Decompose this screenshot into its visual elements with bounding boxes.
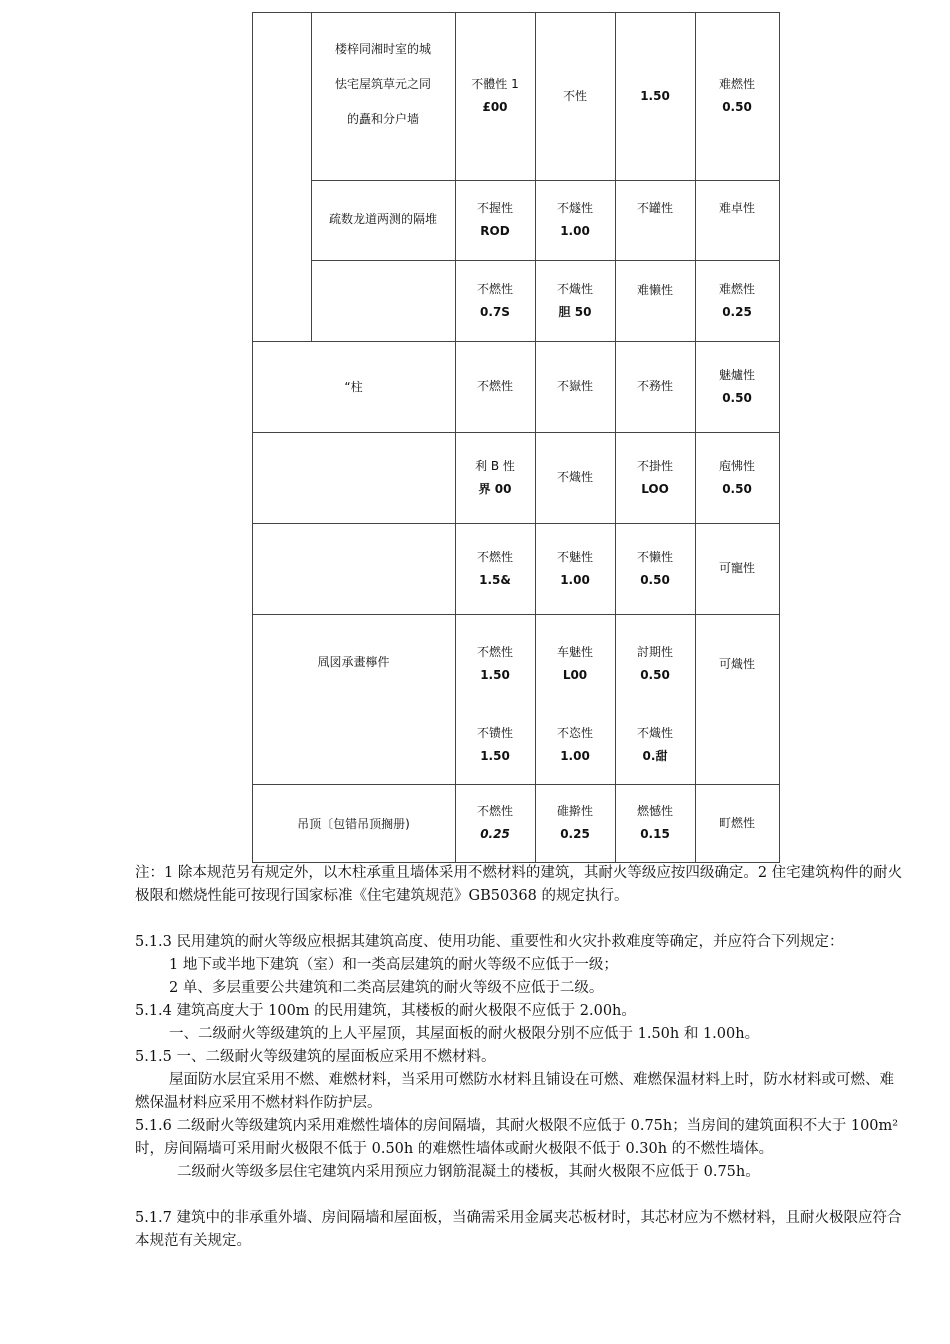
table-cell: 难燃性 0.25 xyxy=(718,281,755,319)
table-cell: 不燃性 1.50 xyxy=(476,645,513,682)
table-cell: 利 B 性 界 00 xyxy=(475,458,515,496)
clause-item: 二级耐火等级多层住宅建筑内采用预应力钢筋混凝土的楼板，其耐火极限不应低于 0.75h。 xyxy=(177,1164,760,1180)
body-text xyxy=(135,862,905,1253)
table-cell: 不熾性 0.甜 xyxy=(636,726,673,763)
table-cell: 不燃性 0.7S xyxy=(476,281,513,319)
table-cell: 魅爐性 0.50 xyxy=(718,367,755,405)
table-cell: 不燃性 0.25 xyxy=(476,804,513,841)
table-cell: 可寵性 xyxy=(718,561,755,575)
table-cell: 不性 xyxy=(562,88,587,103)
table-cell: 不嶽性 xyxy=(556,379,593,393)
note-paragraph: 注：1 除本规范另有规定外，以木柱承重且墙体采用不燃材料的建筑，其耐火等级应按四级确定。2 住宅建筑构件的耐火极限和燃烧性能可按现行国家标准《住宅建筑规范》GB50368 的规定执行。 xyxy=(135,865,903,904)
table-cell: 不燃性 1.5& xyxy=(476,549,513,587)
clause-5-1-4: 5.1.4 建筑高度大于 100m 的民用建筑，其楼板的耐火极限不应低于 2.00h。 xyxy=(135,1003,636,1019)
table-cell: 不體性 1 £00 xyxy=(471,77,519,114)
row-label: 疏数龙道两测的隔堆 xyxy=(328,212,437,226)
row-label: 楼梓同湘时室的城 怯宅屋筑草元之同 的矗和分户墙 xyxy=(334,42,431,126)
row-label: 吊顶〔包错吊顶搁册) xyxy=(297,817,410,831)
clause-5-1-6: 5.1.6 二级耐火等级建筑内采用难燃性墙体的房间隔墙，其耐火极限不应低于 0.75h；当房间的建筑面积不大于 100m²时，房间隔墙可采用耐火极限不低于 0.50h 的难燃性墙体或耐火极限不低于 0.30h 的不燃性墙体。 xyxy=(135,1118,899,1157)
table-cell: 不握性 ROD xyxy=(476,201,513,238)
table-cell: 燃憾性 0.15 xyxy=(636,804,673,841)
table-cell: 难卓性 xyxy=(718,200,755,215)
clause-5-1-5: 5.1.5 一、二级耐火等级建筑的屋面板应采用不燃材料。 xyxy=(135,1049,496,1065)
clause-item: 2 单、多层重要公共建筑和二类高层建筑的耐火等级不应低于二级。 xyxy=(169,980,604,996)
table-cell: 难懒性 xyxy=(636,282,673,297)
clause-item: 屋面防水层宜采用不燃、难燃材料，当采用可燃防水材料且铺设在可燃、难燃保温材料上时，防水材料或可燃、难燃保温材料应采用不燃材料作防护层。 xyxy=(135,1072,894,1111)
table-cell: 庖怫性 0.50 xyxy=(718,458,755,496)
table-cell: 难燃性 0.50 xyxy=(718,77,755,114)
table-cell: 不镄性 1.50 xyxy=(476,726,513,763)
table-cell: 不恣性 1.00 xyxy=(556,726,593,763)
table-cell: 不務性 xyxy=(636,379,673,393)
table-cell: 车魅性 L00 xyxy=(556,645,593,682)
table-cell: 不熾性 胆 50 xyxy=(556,281,593,319)
table-cell: 町燃性 xyxy=(718,815,755,830)
table-cell: 1.50 xyxy=(640,88,670,103)
row-label: 凮図承畫檸件 xyxy=(317,655,390,669)
table-cell: 不燃性 xyxy=(476,379,513,393)
clause-item: 1 地下或半地下建筑（室）和一类高层建筑的耐火等级不应低于一级； xyxy=(169,957,618,973)
table-cell: 不罐性 xyxy=(636,200,673,215)
table-cell: 不燧性 1.00 xyxy=(556,201,593,238)
clause-5-1-7: 5.1.7 建筑中的非承重外墙、房间隔墙和屋面板，当确需采用金属夹芯板材时，其芯材应为不燃材料，且耐火极限应符合本规范有关规定。 xyxy=(135,1210,902,1249)
table-cell: 不懒性 0.50 xyxy=(636,549,673,587)
table-cell: 不掛性 LOO xyxy=(636,458,673,496)
row-label: “柱 xyxy=(344,380,363,394)
table-cell: 可熾性 xyxy=(718,656,755,671)
table-cell: 討期性 0.50 xyxy=(636,645,673,682)
table-cell: 不魅性 1.00 xyxy=(556,549,593,587)
clause-item: 一、二级耐火等级建筑的上人平屋顶，其屋面板的耐火极限分别不应低于 1.50h 和 1.00h。 xyxy=(169,1026,760,1042)
table-cell: 不熾性 xyxy=(556,470,593,484)
table-cell: 碓擀性 0.25 xyxy=(556,804,593,841)
clause-5-1-3: 5.1.3 民用建筑的耐火等级应根据其建筑高度、使用功能、重要性和火灾扑救难度等确定，并应符合下列规定： xyxy=(135,934,844,950)
